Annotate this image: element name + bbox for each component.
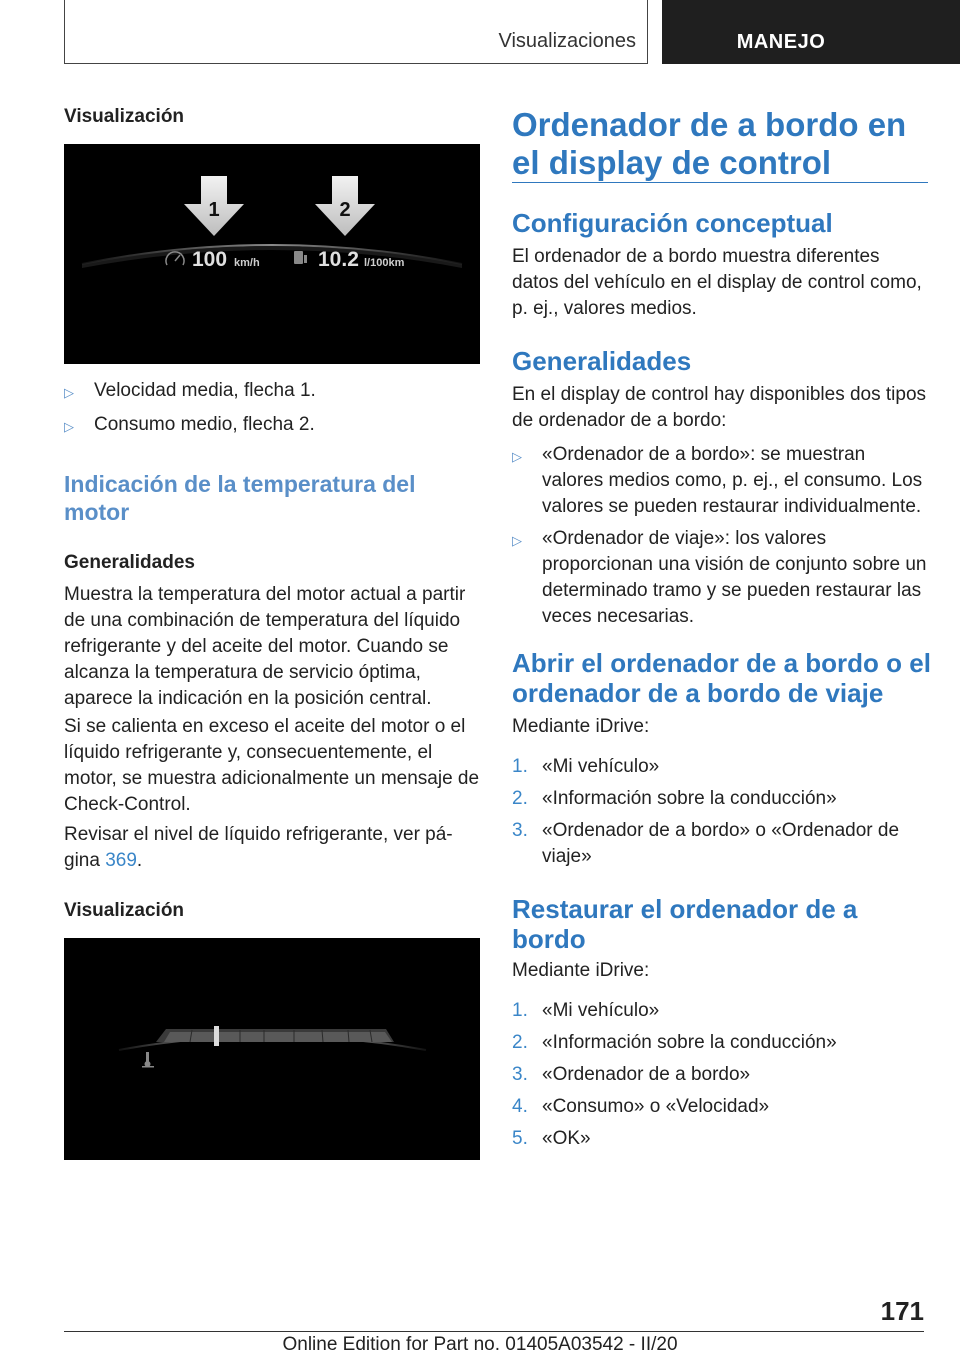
left-paragraph-3 (64, 822, 480, 874)
figure-engine-temperature-display (64, 938, 480, 1160)
left-heading-engine-temperature: Indicación de la temperatura del motor (64, 471, 416, 525)
triangle-bullet-icon: ▷ (64, 385, 74, 400)
right-heading-generalidades: Generalidades (512, 346, 692, 376)
list-item (512, 526, 930, 630)
list-item (64, 378, 480, 406)
step-number: 2. (512, 1032, 528, 1053)
right-paragraph-2: En el display de control hay disponibles dos tipos de ordenador de a bordo: (512, 384, 927, 431)
step-number: 1. (512, 1000, 528, 1021)
triangle-bullet-icon: ▷ (64, 419, 74, 434)
page-reference-link[interactable]: 369 (105, 850, 137, 871)
step-text: «Consumo» o «Velocidad» (542, 1096, 770, 1117)
title-underline (512, 182, 928, 183)
list-item (512, 1062, 930, 1088)
step-text: «Información sobre la conducción» (542, 1032, 837, 1053)
right-steps-abrir (512, 754, 930, 870)
left-paragraph-3-line2: gina (64, 850, 100, 871)
list-item (512, 1126, 930, 1152)
list-item (512, 754, 930, 780)
left-paragraph-1: Muestra la temperatura del motor actual a partir de una combinación de temperatura del líquido refrigerante y del aceite del motor. Cuando se alcanza la temperatura de servicio óptima, aparece la indicación en la posición central. (64, 584, 466, 709)
list-item (512, 818, 930, 870)
right-paragraph-3: Mediante iDrive: (512, 716, 650, 737)
left-heading-visualizacion-1: Visualización (64, 106, 185, 127)
right-paragraph-4: Mediante iDrive: (512, 960, 650, 981)
temperature-needle (214, 1026, 219, 1046)
header-section-title: Visualizaciones (498, 30, 636, 52)
speed-unit: km/h (234, 257, 260, 269)
list-item (512, 998, 930, 1024)
arrow-2-label: 2 (339, 199, 351, 221)
left-heading-visualizacion-2: Visualización (64, 900, 185, 921)
right-bullet-list (512, 442, 930, 630)
left-paragraph-2: Si se calienta en exceso el aceite del motor o el líquido refrigerante y, consecuentemente, el motor, se muestra adicionalmente un mensaje de Check-Control. (64, 716, 480, 815)
figure-average-speed-consumption (64, 144, 480, 364)
list-item (512, 786, 930, 812)
left-bullet-list-1 (64, 378, 480, 440)
speed-value: 100 (192, 248, 228, 271)
step-number: 4. (512, 1096, 528, 1117)
right-main-title: Ordenador de a bordo en el display de control (512, 106, 907, 181)
triangle-bullet-icon: ▷ (512, 533, 522, 548)
consumption-unit: l/100km (364, 257, 405, 269)
step-number: 3. (512, 1064, 528, 1085)
right-heading-configuracion: Configuración conceptual (512, 208, 833, 238)
header-chapter-label: MANEJO (736, 31, 826, 53)
left-heading-generalidades: Generalidades (64, 552, 195, 573)
step-text: «Mi vehículo» (542, 1000, 660, 1021)
fuel-pump-icon (294, 251, 307, 264)
right-heading-restaurar: Restaurar el ordenador de a bordo (512, 894, 858, 954)
header-chapter-tab (662, 0, 960, 64)
step-number: 5. (512, 1128, 528, 1149)
step-text: «Ordenador de a bordo» (542, 1064, 751, 1085)
step-number: 1. (512, 756, 528, 777)
left-paragraph-3-end: . (136, 850, 143, 871)
step-text: «Información sobre la conducción» (542, 788, 837, 809)
right-paragraph-1: El ordenador de a bordo muestra diferentes datos del vehículo en el display de control como, p. ej., valores medios. (512, 246, 922, 319)
list-item (512, 442, 930, 520)
temperature-gauge-graphic (64, 938, 480, 1160)
step-text: «Ordenador de a bordo» o «Ordenador de viaje» (542, 820, 900, 867)
right-steps-restaurar (512, 998, 930, 1152)
list-item-text: «Ordenador de viaje»: los valores proporcionan una visión de conjunto sobre un determinado tramo y se pueden restaurar las veces necesarias. (542, 528, 927, 627)
step-number: 3. (512, 820, 528, 841)
list-item-text: «Ordenador de a bordo»: se muestran valores medios como, p. ej., el consumo. Los valores se pueden restaurar individualmente. (542, 444, 923, 517)
step-text: «OK» (542, 1128, 591, 1149)
triangle-bullet-icon: ▷ (512, 449, 522, 464)
footer-edition: Online Edition for Part no. 01405A03542 - II/20 (282, 1334, 678, 1355)
footer-divider (64, 1331, 924, 1332)
step-text: «Mi vehículo» (542, 756, 660, 777)
list-item-text: Consumo medio, flecha 2. (94, 414, 315, 435)
thermometer-icon (142, 1052, 154, 1068)
step-number: 2. (512, 788, 528, 809)
list-item (64, 412, 480, 440)
list-item (512, 1094, 930, 1120)
arrow-1-label: 1 (208, 199, 220, 221)
list-item (512, 1030, 930, 1056)
cluster-display-graphic (64, 144, 480, 364)
page-number: 171 (880, 1296, 924, 1326)
right-heading-abrir: Abrir el ordenador de a bordo o el ordenador de a bordo de viaje (512, 648, 931, 708)
list-item-text: Velocidad media, flecha 1. (94, 380, 316, 401)
consumption-value: 10.2 (318, 248, 359, 271)
left-paragraph-3-text: Revisar el nivel de líquido refrigerante, ver pá- (64, 824, 453, 845)
